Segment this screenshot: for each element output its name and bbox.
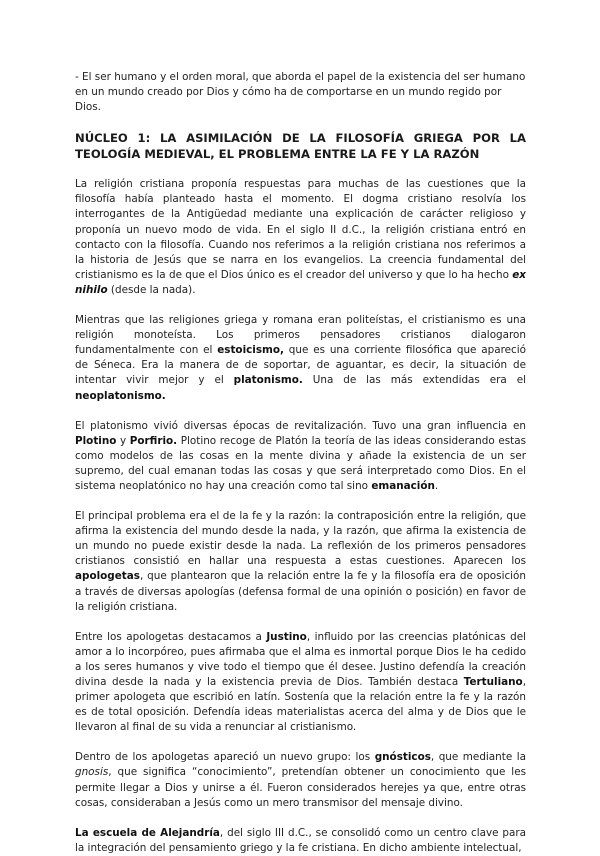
p6-term-gnosticos: gnósticos (374, 751, 431, 764)
paragraph-4 (75, 509, 526, 615)
p3-text-a: El platonismo vivió diversas épocas de revitalización. Tuvo una gran influencia en (75, 419, 526, 432)
p2-text-c: que es una corriente filosófica que apareció de Séneca. Era la manera de de soportar, de aguantar, es decir, la situación de intentar vivir mejor y el (75, 344, 526, 387)
paragraph-7 (75, 826, 526, 856)
paragraph-1 (75, 177, 526, 298)
p7-text-b: , del siglo III d.C., se consolidó como un centro clave para la integración del pensamiento griego y la fe cristiana. En dicho ambiente intelectual, (75, 826, 526, 854)
p6-term-gnosis: gnosis (75, 766, 109, 779)
p7-term-escuela-alejandria: La escuela de Alejandría (75, 826, 220, 839)
section-title: NÚCLEO 1: LA ASIMILACIÓN DE LA FILOSOFÍA GRIEGA POR LA TEOLOGÍA MEDIEVAL, EL PROBLEMA ENTRE LA FE Y LA RAZÓN (75, 131, 526, 162)
intro-bullet: - El ser humano y el orden moral, que aborda el papel de la existencia del ser humano en un mundo creado por Dios y cómo ha de comportarse en un mundo regido por Dios. (75, 71, 526, 114)
p5-term-tertuliano: Tertuliano (463, 676, 523, 688)
p6-text-e: , que significa “conocimiento”, pretendían obtener un conocimiento que les permite llegar a Dios y unirse a él. Fueron considerados herejes ya que, entre otras cosas, consideraban a Jesús como un mero transmisor del mensaje divino. (75, 766, 526, 809)
p3-term-porfirio: Porfirio. (129, 434, 178, 447)
p6-text-a: Dentro de los apologetas apareció un nuevo grupo: los (75, 751, 375, 764)
p5-text-c: , influido por las creencias platónicas del amor a lo incorpóreo, pues afirmaba que el alma es inmortal porque Dios le ha cedido a los seres humanos y vive todo el tiempo que él desee. Justino defendía la creación divina desde la nada y la existencia previa de Dios. También destaca (75, 630, 526, 688)
paragraph-5 (75, 630, 526, 736)
p4-term-apologetas: apologetas (75, 570, 140, 583)
p1-term-ex-nihilo: ex nihilo (75, 268, 526, 296)
p2-text-a: Mientras que las religiones griega y romana eran politeístas, el cristianismo es una religión monoteísta. Los primeros pensadores cristianos dialogaron fundamentalmente con el (75, 314, 526, 357)
p2-term-estoicismo: estoicismo, (217, 344, 284, 357)
p3-term-emanacion: emanación (371, 479, 435, 492)
p2-term-neoplatonismo: neoplatonismo. (75, 389, 166, 402)
p2-text-e: Una de las más extendidas era el (302, 374, 526, 387)
p3-text-e: Plotino recoge de Platón la teoría de las ideas considerando estas como modelos de las cosas en la mente divina y añade la existencia de un ser supremo, del cual emanan todas las cosas y que será interpretado como Dios. En el sistema neoplatónico no hay una creación como tal sino (75, 434, 526, 492)
paragraph-6 (75, 750, 526, 810)
paragraph-3 (75, 419, 526, 494)
p5-text-e: , primer apologeta que escribió en latín. Sostenía que la relación entre la fe y la razón es de total oposición. Defendía ideas materialistas acerca del alma y de Dios que le llevaron al final de su vida a renunciar al cristianismo. (75, 676, 526, 734)
p6-text-c: , que mediante la (430, 751, 526, 764)
p4-text-c: , que plantearon que la relación entre la fe y la filosofía era de oposición a través de diversas apologías (defensa formal de una opinión o posición) en favor de la religión cristiana. (75, 570, 526, 613)
p2-term-platonismo: platonismo. (233, 374, 303, 387)
p1-text-c: (desde la nada). (107, 283, 196, 296)
p3-text-c: y (116, 434, 130, 447)
p4-text-a: El principal problema era el de la fe y la razón: la contraposición entre la religión, que afirma la existencia del mundo desde la nada, y la razón, que afirma la existencia de un mundo no puede existir desde la nada. La reflexión de los primeros pensadores cristianos consistió en hallar una respuesta a estas cuestiones. Aparecen los (75, 510, 526, 568)
p3-text-g: . (434, 479, 439, 492)
p3-term-plotino: Plotino (75, 434, 117, 447)
paragraph-2 (75, 313, 526, 404)
p5-text-a: Entre los apologetas destacamos a (75, 630, 267, 643)
p1-text-a: La religión cristiana proponía respuestas para muchas de las cuestiones que la filosofía había planteado hasta el momento. El dogma cristiano resolvía los interrogantes de la Antigüedad mediante una explicación de carácter religioso y proponía un nuevo modo de vida. En el siglo II d.C., la religión cristiana entró en contacto con la filosofía. Cuando nos referimos a la religión cristiana nos referimos a la historia de Jesús que se narra en los evangelios. La creencia fundamental del cristianismo es la de que el Dios único es el creador del universo y que lo ha hecho (75, 178, 526, 281)
p5-term-justino: Justino (266, 630, 307, 643)
